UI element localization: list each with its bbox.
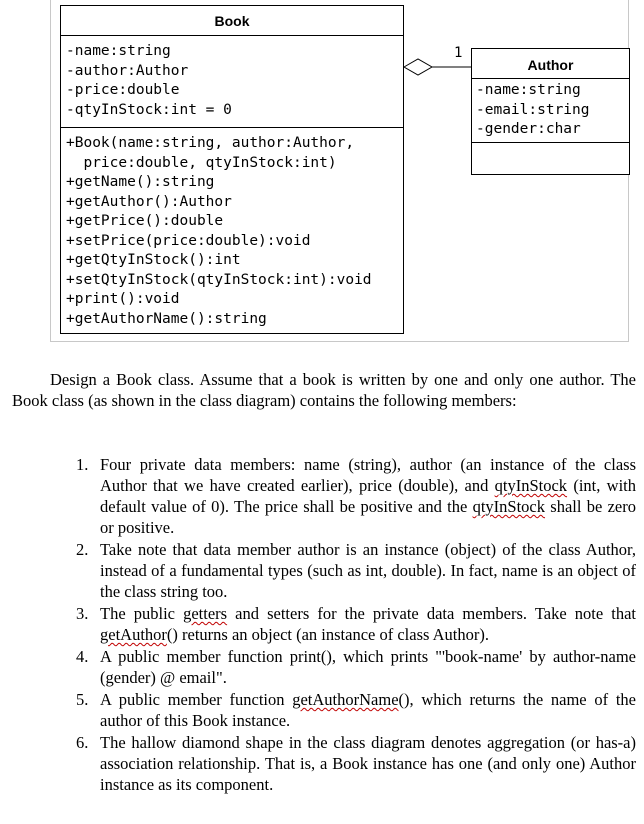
book-method: +Book(name:string, author:Author, (66, 135, 355, 151)
requirement-item (76, 646, 636, 688)
book-method: +getQtyInStock():int (66, 252, 241, 268)
book-method: +getAuthorName():string (66, 310, 267, 327)
author-attribute: -email:string (476, 101, 590, 118)
requirement-item (76, 689, 636, 731)
requirement-item (76, 603, 636, 645)
book-attribute: -name:string (66, 43, 171, 59)
book-methods (61, 128, 403, 329)
requirement-number: 1. (76, 455, 89, 474)
flagged-word: getters (183, 604, 228, 623)
flagged-word: getAuthorName (292, 690, 399, 709)
aggregation-diamond (404, 59, 432, 75)
requirement-text: Four private data members: name (string), author (an instance of the class Author that we have created earlier), price (double), and (100, 455, 636, 495)
book-method: +getAuthor():Author (66, 193, 232, 210)
book-method: +setQtyInStock(qtyInStock:int):void (66, 271, 372, 288)
book-attribute: -price:double (66, 82, 180, 98)
book-method: +print():void (66, 291, 180, 307)
book-class-title: Book (61, 6, 403, 36)
requirement-text: A public member function (100, 690, 293, 709)
requirement-text: and setters for the private data members. Take note that (227, 604, 636, 623)
requirement-number: 3. (76, 604, 89, 623)
requirement-number: 2. (76, 540, 89, 559)
author-attribute: -name:string (476, 82, 581, 98)
requirement-item (76, 732, 636, 795)
book-method: price:double, qtyInStock:int) (66, 154, 337, 171)
requirements-list (76, 454, 636, 796)
book-attribute: -author:Author (66, 62, 189, 79)
book-attribute: -qtyInStock:int = 0 (66, 101, 232, 118)
flagged-word: getAuthor (100, 625, 167, 644)
requirement-text: The public (100, 604, 184, 623)
requirement-text: () returns an object (an instance of class Author). (166, 625, 490, 644)
author-class-title: Author (472, 49, 629, 79)
aggregation-connector (0, 0, 644, 120)
requirement-text: (), which returns the name of the author of this Book instance. (100, 690, 636, 730)
book-method: +getName():string (66, 174, 215, 190)
requirement-text: Take note that data member author is an instance (object) of the class Author, instead of a fundamental types (such as int, double). In fact, name is an object of the class string too. (100, 540, 636, 601)
requirement-text: (int, with default value of 0). The price shall be positive and the (100, 476, 636, 516)
requirement-item (76, 539, 636, 602)
requirement-item (76, 454, 636, 538)
author-attribute: -gender:char (476, 121, 581, 137)
book-method: +setPrice(price:double):void (66, 232, 311, 249)
flagged-word: qtyInStock (494, 476, 568, 495)
association-multiplicity: 1 (454, 45, 463, 61)
flagged-word: qtyInStock (472, 497, 546, 516)
intro-paragraph: Design a Book class. Assume that a book is written by one and only one author. The Book class (as shown in the class diagram) contains the following members: (12, 370, 636, 410)
requirement-text: shall be zero or positive. (100, 497, 636, 537)
requirement-number: 6. (76, 733, 89, 752)
book-method: +getPrice():double (66, 213, 224, 229)
requirement-text: A public member function print(), which prints "'book-name' by author-name (gender) @ email". (100, 647, 636, 687)
requirement-number: 4. (76, 647, 89, 666)
requirement-text: The hallow diamond shape in the class diagram denotes aggregation (or has-a) association relationship. That is, a Book instance has one (and only one) Author instance as its component. (100, 733, 636, 794)
requirement-number: 5. (76, 690, 89, 709)
